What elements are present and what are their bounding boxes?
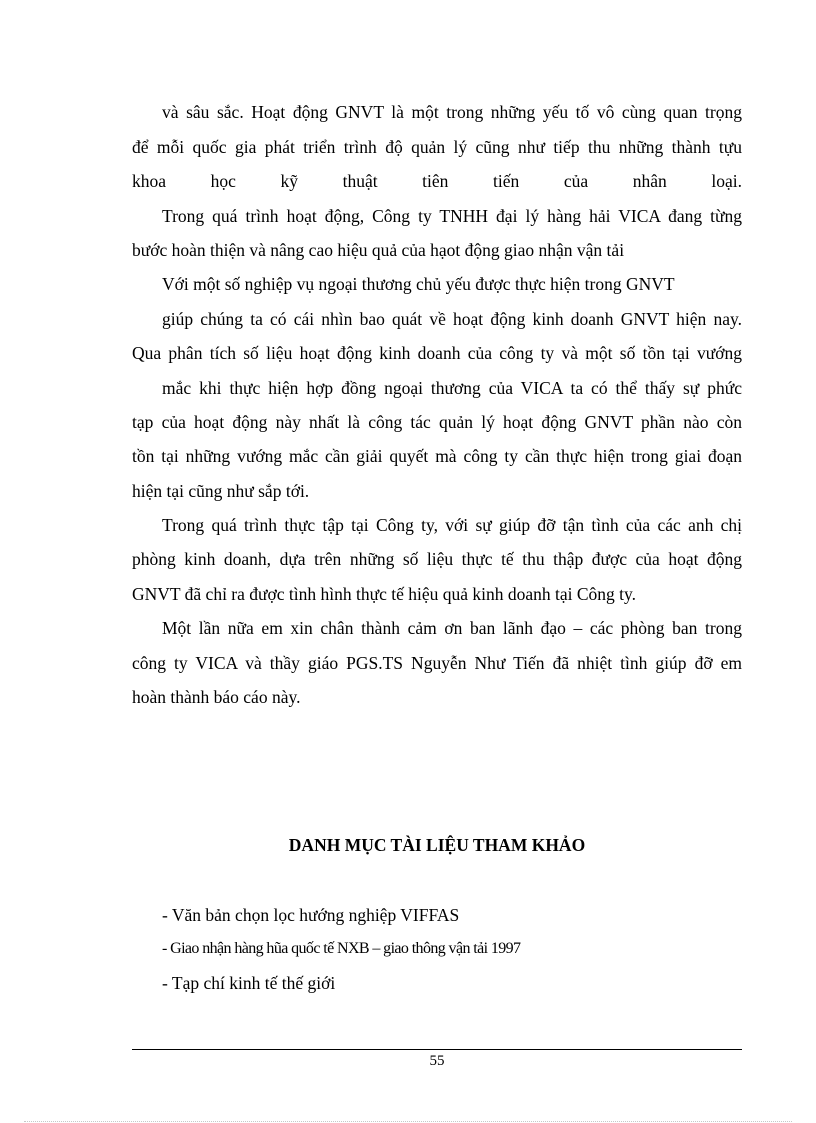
reference-item: - Giao nhận hàng hũa quốc tế NXB – giao thông vận tải 1997 xyxy=(162,940,521,957)
page-edge-dotted-line xyxy=(24,1121,792,1122)
reference-item: - Tạp chí kinh tế thế giới xyxy=(162,973,336,993)
body-line: mắc khi thực hiện hợp đồng ngoại thương của VICA ta có thể thấy sự phức xyxy=(162,378,742,398)
body-line: để mỗi quốc gia phát triển trình độ quản lý cũng như tiếp thu những thành tựu xyxy=(132,137,742,157)
body-line: phòng kinh doanh, dựa trên những số liệu thực tế thu thập được của hoạt động xyxy=(132,549,742,569)
body-line: hiện tại cũng như sắp tới. xyxy=(132,481,310,501)
body-line: tồn tại những vướng mắc cần giải quyết mà công ty cần thực hiện trong giai đoạn xyxy=(132,446,742,466)
references-heading: DANH MỤC TÀI LIỆU THAM KHẢO xyxy=(288,835,586,855)
body-line: công ty VICA và thầy giáo PGS.TS Nguyễn Như Tiến đã nhiệt tình giúp đỡ em xyxy=(132,653,742,673)
body-line: GNVT đã chỉ ra được tình hình thực tế hiệu quả kinh doanh tại Công ty. xyxy=(132,584,637,604)
body-line: giúp chúng ta có cái nhìn bao quát về hoạt động kinh doanh GNVT hiện nay. xyxy=(162,309,742,329)
reference-item: - Văn bản chọn lọc hướng nghiệp VIFFAS xyxy=(162,905,460,925)
body-line: tạp của hoạt động này nhất là công tác quản lý hoạt động GNVT phần nào còn xyxy=(132,412,742,432)
body-line: Với một số nghiệp vụ ngoại thương chủ yếu được thực hiện trong GNVT xyxy=(162,274,675,294)
page-number: 55 xyxy=(429,1053,445,1069)
body-line: hoàn thành báo cáo này. xyxy=(132,687,301,707)
body-line: và sâu sắc. Hoạt động GNVT là một trong những yếu tố vô cùng quan trọng xyxy=(162,102,742,122)
body-line: Qua phân tích số liệu hoạt động kinh doanh của công ty và một số tồn tại vướng xyxy=(132,343,742,363)
body-line: khoa học kỹ thuật tiên tiến của nhân loại. xyxy=(132,171,742,191)
footer-divider xyxy=(132,1049,742,1050)
body-line: Trong quá trình thực tập tại Công ty, với sự giúp đỡ tận tình của các anh chị xyxy=(162,515,742,535)
body-line: Trong quá trình hoạt động, Công ty TNHH đại lý hàng hải VICA đang từng xyxy=(162,206,742,226)
body-line: Một lần nữa em xin chân thành cảm ơn ban lãnh đạo – các phòng ban trong xyxy=(162,618,742,638)
body-line: bước hoàn thiện và nâng cao hiệu quả của hạot động giao nhận vận tải xyxy=(132,240,625,260)
